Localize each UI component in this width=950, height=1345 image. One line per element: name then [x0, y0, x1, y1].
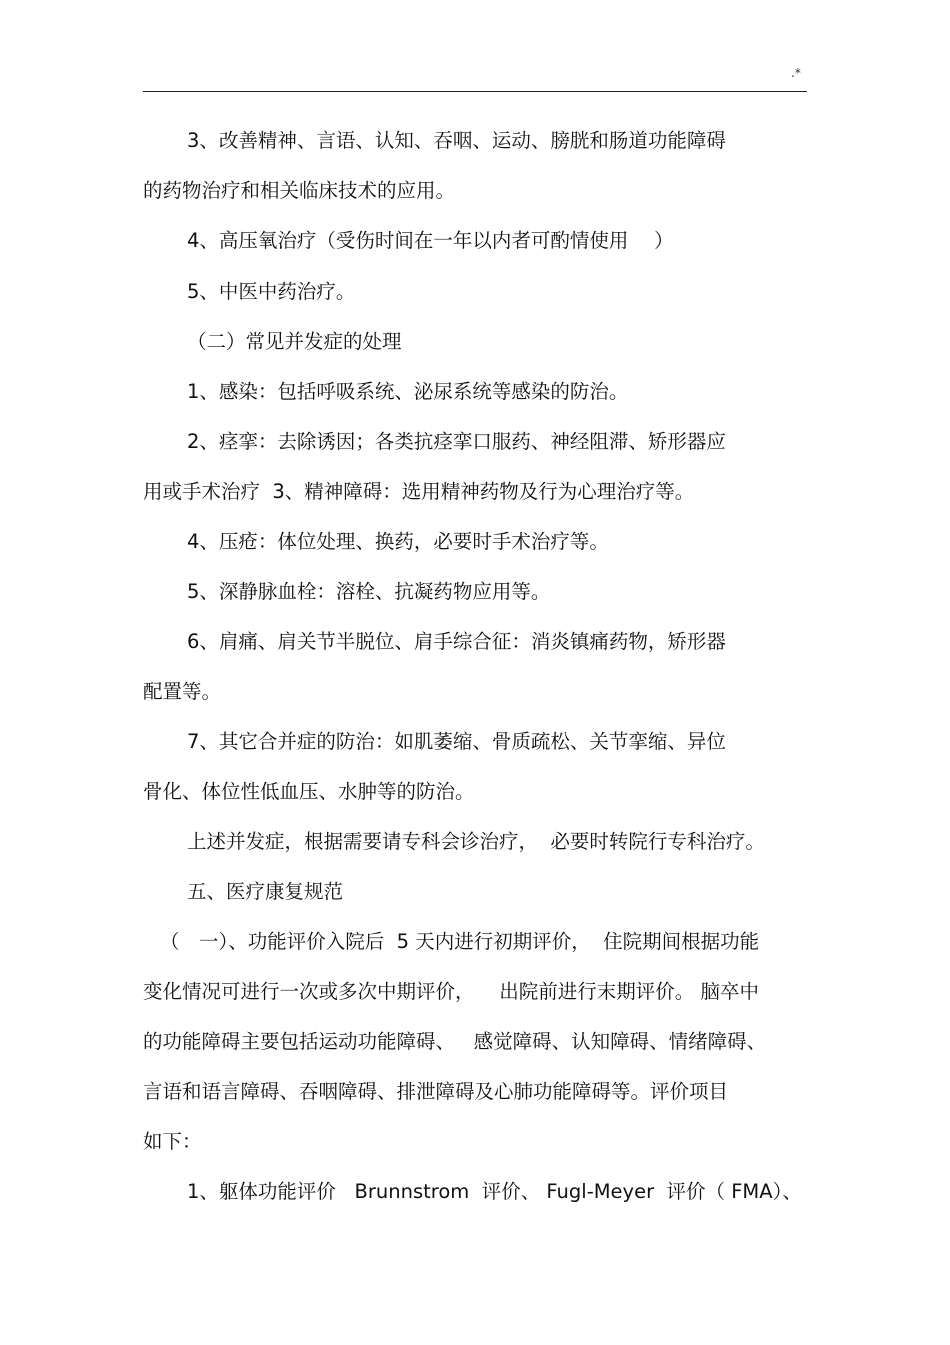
body-line: 骨化、体位性低血压、水肿等的防治。: [143, 780, 475, 803]
body-line: 6、肩痛、肩关节半脱位、肩手综合征：消炎镇痛药物，矫形器: [187, 630, 726, 653]
body-line: 上述并发症，根据需要请专科会诊治疗， 必要时转院行专科治疗。: [187, 830, 765, 853]
body-line: 的药物治疗和相关临床技术的应用。: [143, 179, 456, 202]
body-line: 4、高压氧治疗（受伤时间在一年以内者可酌情使用 ）: [187, 229, 674, 252]
body-line: 5、深静脉血栓：溶栓、抗凝药物应用等。: [187, 580, 551, 603]
body-line: 言语和语言障碍、吞咽障碍、排泄障碍及心肺功能障碍等。评价项目: [143, 1080, 729, 1103]
section-heading: （二）常见并发症的处理: [187, 330, 402, 353]
body-line: 1、感染：包括呼吸系统、泌尿系统等感染的防治。: [187, 380, 629, 403]
body-line: 5、中医中药治疗。: [187, 280, 356, 303]
header-rule: [143, 91, 807, 92]
body-line: 用或手术治疗 3、精神障碍：选用精神药物及行为心理治疗等。: [143, 480, 695, 503]
body-line: 1、躯体功能评价 Brunnstrom 评价、 Fugl-Meyer 评价（ FMA）、: [187, 1180, 802, 1203]
body-line: 4、压疮：体位处理、换药，必要时手术治疗等。: [187, 530, 609, 553]
body-line: 3、改善精神、言语、认知、吞咽、运动、膀胱和肠道功能障碍: [187, 129, 726, 152]
body-line: 变化情况可进行一次或多次中期评价， 出院前进行末期评价。 脑卒中: [143, 980, 759, 1003]
section-heading: 五、医疗康复规范: [187, 880, 344, 903]
page-header-mark: .*: [791, 66, 801, 80]
body-line: 7、其它合并症的防治：如肌萎缩、骨质疏松、关节挛缩、异位: [187, 730, 726, 753]
body-line: 的功能障碍主要包括运动功能障碍、 感觉障碍、认知障碍、情绪障碍、: [143, 1030, 767, 1053]
body-line: 2、痉挛：去除诱因；各类抗痉挛口服药、神经阻滞、矫形器应: [187, 430, 726, 453]
body-line: （ 一）、功能评价入院后 5 天内进行初期评价， 住院期间根据功能: [160, 930, 760, 953]
body-line: 如下：: [143, 1130, 202, 1153]
body-line: 配置等。: [143, 680, 222, 703]
